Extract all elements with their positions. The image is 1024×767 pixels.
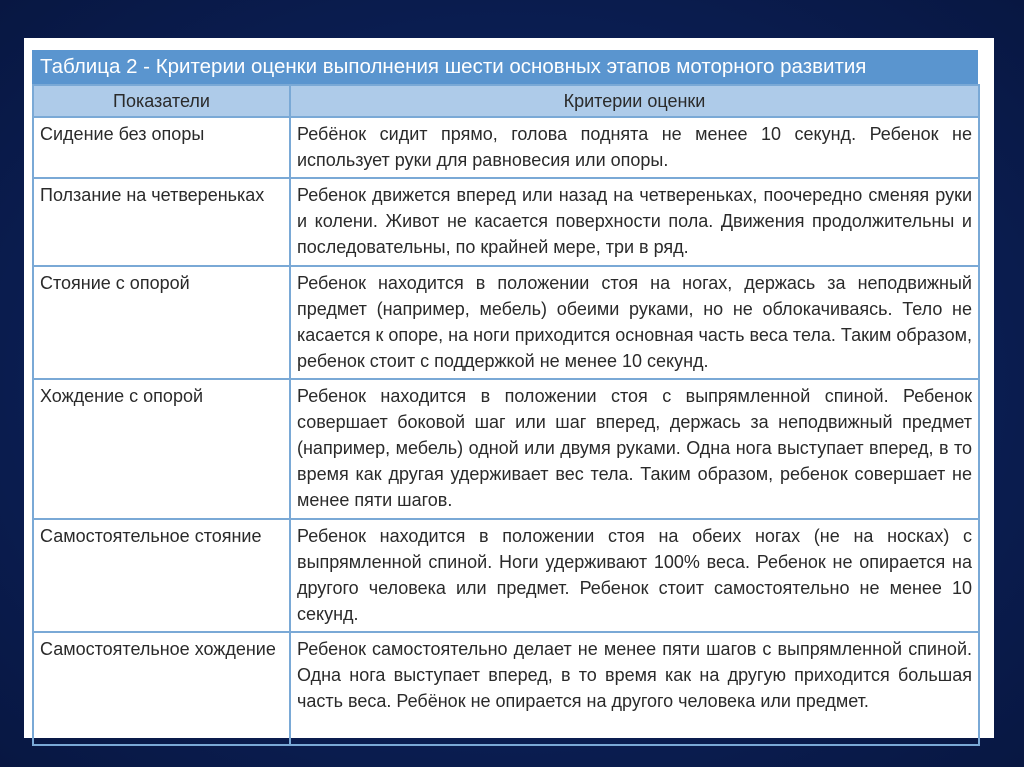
criteria-cell: Ребенок движется вперед или назад на четвереньках, поочередно сменяя руки и колени. Живот не касается поверхности пола. Движения продолжительны и последовательны, по крайней мере, три в ряд. [290, 178, 979, 266]
table-row [33, 117, 979, 178]
criteria-cell: Ребенок находится в положении стоя на ногах, держась за неподвижный предмет (например, мебель) обеими руками, но не облокачиваясь. Тело не касается к опоре, на ноги приходится основная часть веса тела. Таким образом, ребенок стоит с поддержкой не менее 10 секунд. [290, 266, 979, 379]
indicator-cell: Самостоятельное стояние [33, 519, 290, 632]
table-row [33, 266, 979, 379]
indicator-cell: Стояние с опорой [33, 266, 290, 379]
table-title: Таблица 2 - Критерии оценки выполнения шести основных этапов моторного развития [32, 50, 978, 84]
table-row [33, 178, 979, 266]
table-row [33, 632, 979, 745]
table-header-row [33, 85, 979, 117]
header-criteria: Критерии оценки [290, 85, 979, 117]
criteria-cell: Ребенок самостоятельно делает не менее пяти шагов с выпрямленной спиной. Одна нога выступает вперед, в то время как на другую приходится большая часть веса. Ребёнок не опирается на другого человека или предмет. [290, 632, 979, 745]
criteria-table [32, 84, 980, 746]
criteria-cell: Ребенок находится в положении стоя на обеих ногах (не на носках) с выпрямленной спиной. Ноги удерживают 100% веса. Ребенок не опирается на другого человека или предмет. Ребенок стоит самостоятельно не менее 10 секунд. [290, 519, 979, 632]
indicator-cell: Хождение с опорой [33, 379, 290, 519]
header-indicators: Показатели [33, 85, 290, 117]
table-row [33, 379, 979, 519]
table-row [33, 519, 979, 632]
indicator-cell: Самостоятельное хождение [33, 632, 290, 745]
indicator-cell: Ползание на четвереньках [33, 178, 290, 266]
criteria-cell: Ребёнок сидит прямо, голова поднята не менее 10 секунд. Ребенок не использует руки для равновесия или опоры. [290, 117, 979, 178]
indicator-cell: Сидение без опоры [33, 117, 290, 178]
criteria-cell: Ребенок находится в положении стоя с выпрямленной спиной. Ребенок совершает боковой шаг или шаг вперед, держась за неподвижный предмет (например, мебель) одной или двумя руками. Одна нога выступает вперед, в то время как другая удерживает вес тела. Таким образом, ребенок совершает не менее пяти шагов. [290, 379, 979, 519]
